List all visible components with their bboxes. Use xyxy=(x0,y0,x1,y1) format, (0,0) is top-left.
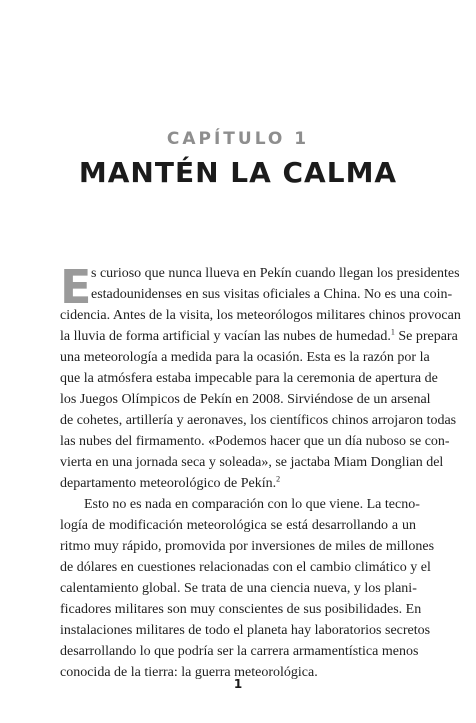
paragraph-1-line: que la atmósfera estaba impecable para la ceremonia de apertura de xyxy=(60,371,438,386)
paragraph-1-line: una meteorología a medida para la ocasión. Esta es la razón por la xyxy=(60,350,430,365)
paragraph-2-line: ritmo muy rápido, promovida por inversiones de miles de millones xyxy=(60,539,435,554)
chapter-title: MANTÉN LA CALMA xyxy=(78,156,398,189)
paragraph-2-line: conocida de la tierra: la guerra meteorológica. xyxy=(60,665,318,680)
paragraph-1-line: vierta en una jornada seca y soleada», se jactaba Miam Donglian del xyxy=(60,455,444,470)
footnote-ref-2[interactable]: 2 xyxy=(276,474,281,484)
drop-cap: E xyxy=(60,260,92,314)
paragraph-2-line: ficadores militares son muy conscientes de sus posibilidades. En xyxy=(60,602,422,617)
paragraph-2-line: logía de modificación meteorológica se está desarrollando a un xyxy=(60,518,416,533)
paragraph-1-line: s curioso que nunca llueva en Pekín cuando llegan los presidentes xyxy=(91,266,460,281)
paragraph-2-line: calentamiento global. Se trata de una ciencia nueva, y los plani- xyxy=(60,581,417,596)
paragraph-1-line xyxy=(60,327,458,347)
paragraph-1-text: la lluvia de forma artificial y vacían las nubes de humedad. xyxy=(60,329,391,344)
paragraph-1-line: cidencia. Antes de la visita, los meteorólogos militares chinos provocan xyxy=(60,308,461,323)
paragraph-2-line: desarrollando lo que podría ser la carrera armamentística menos xyxy=(60,644,419,659)
paragraph-2-line: Esto no es nada en comparación con lo que viene. La tecno- xyxy=(84,497,420,512)
chapter-label: CAPÍTULO 1 xyxy=(166,129,310,149)
paragraph-1-line: de cohetes, artillería y aeronaves, los científicos chinos arrojaron todas xyxy=(60,413,457,428)
paragraph-1-line: las nubes del firmamento. «Podemos hacer que un día nuboso se con- xyxy=(60,434,450,449)
paragraph-1-line xyxy=(60,474,416,494)
footnote-ref-1[interactable]: 1 xyxy=(390,327,395,337)
paragraph-1-text: Se prepara xyxy=(394,329,458,344)
paragraph-1-line: los Juegos Olímpicos de Pekín en 2008. Sirviéndose de un arsenal xyxy=(60,392,431,407)
paragraph-2-line: instalaciones militares de todo el planeta hay laboratorios secretos xyxy=(60,623,431,638)
page-number: 1 xyxy=(233,677,243,691)
paragraph-1-line: estadounidenses en sus visitas oficiales a China. No es una coin- xyxy=(91,287,453,302)
paragraph-2-line: de dólares en cuestiones relacionadas con el cambio climático y el xyxy=(60,560,431,575)
paragraph-1-text: departamento meteorológico de Pekín. xyxy=(60,476,277,491)
